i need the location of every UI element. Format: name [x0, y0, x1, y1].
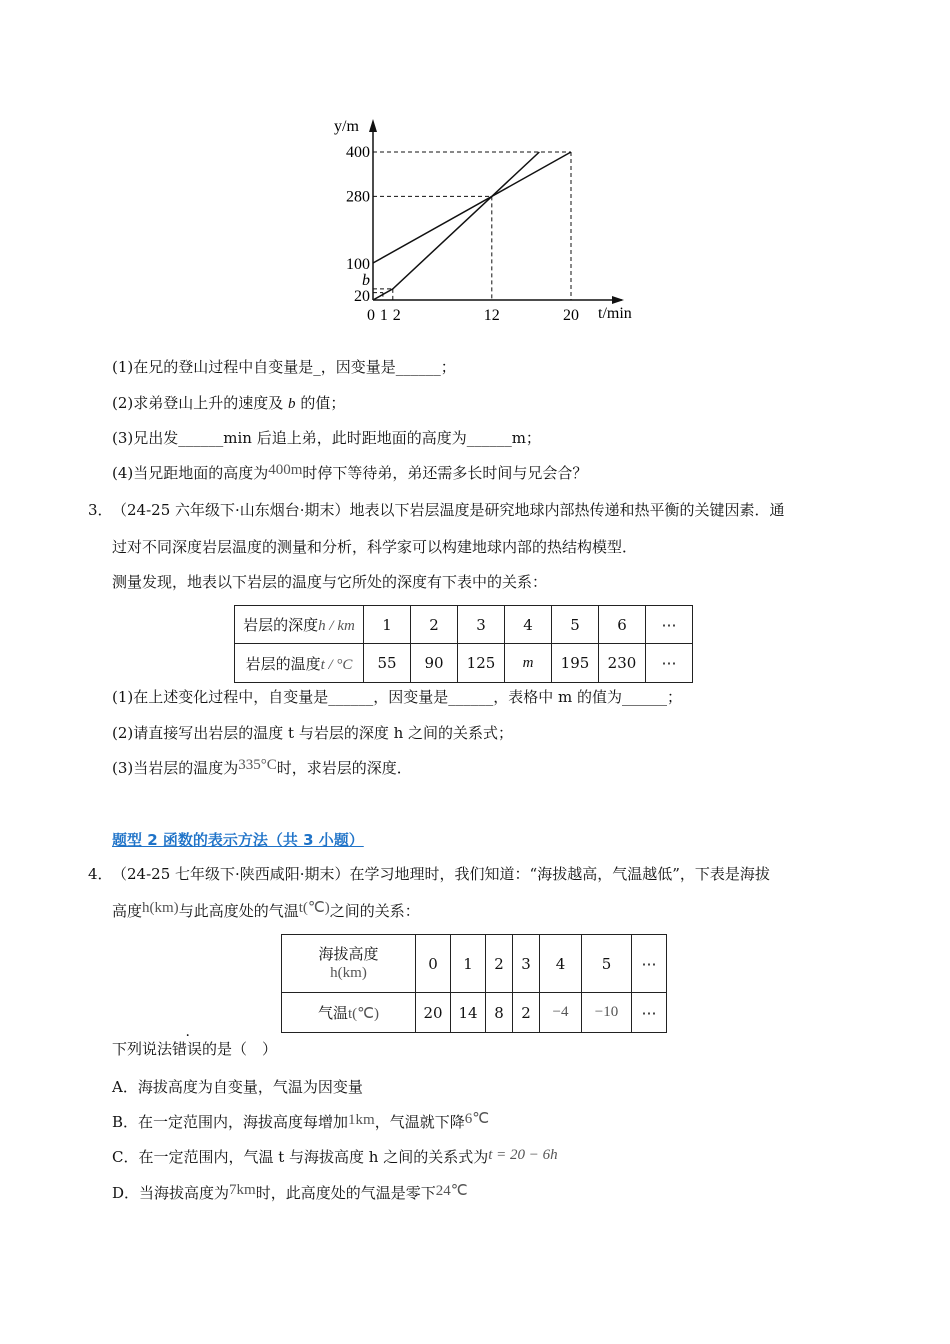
cell: 2: [411, 606, 458, 644]
cell: 195: [552, 644, 599, 683]
cell: ⋯: [632, 993, 667, 1033]
y-tick-label: 20: [354, 288, 370, 305]
text: 之间的关系：: [329, 902, 420, 920]
option-c[interactable]: [112, 1147, 558, 1168]
cell: 5: [552, 606, 599, 644]
text: B．在一定范围内，海拔高度每增加: [112, 1113, 349, 1131]
emphasis-text: 错误: [172, 1040, 203, 1058]
q3-line3: 测量发现，地表以下岩层的温度与它所处的深度有下表中的关系：: [112, 573, 548, 591]
cell: 1: [451, 935, 486, 993]
q2-part3: (3)兄出发______min 后追上弟，此时距地面的高度为______m；: [112, 429, 541, 447]
q3-part1: (1)在上述变化过程中，自变量是______，因变量是______，表格中 m 的值为______；: [112, 688, 683, 706]
table-row: [282, 935, 667, 993]
x-axis-label: t/min: [598, 305, 632, 322]
y-tick-label: 400: [346, 144, 370, 161]
unit: t / °C: [320, 656, 353, 673]
header-text: 海拔高度: [318, 945, 379, 963]
cell: 4: [540, 935, 582, 993]
cell: ⋯: [632, 935, 667, 993]
table-row: [235, 644, 693, 683]
cell: 4: [505, 606, 552, 644]
row-header: [235, 606, 364, 644]
unit: t(℃): [348, 1006, 380, 1022]
q4-line2: [112, 901, 420, 922]
cell: 20: [416, 993, 451, 1033]
math: t = 20 − 6h: [488, 1147, 558, 1163]
cell: 125: [458, 644, 505, 683]
cell: 3: [513, 935, 540, 993]
cell: 8: [486, 993, 513, 1033]
cell: −10: [582, 993, 632, 1033]
line-graph: [0, 0, 950, 340]
x-axis-arrow-icon: [612, 296, 624, 304]
x-tick-label: 2: [392, 307, 401, 324]
q3-number: 3．: [88, 501, 113, 519]
text: 时停下等待弟，弟还需多长时间与兄会合？: [302, 464, 588, 482]
row-header: [282, 993, 416, 1033]
text: (4)当兄距地面的高度为: [112, 464, 269, 482]
q4-table: [281, 934, 667, 1033]
header-text: 气温: [317, 1004, 348, 1022]
cell: 230: [599, 644, 646, 683]
y-axis-arrow-icon: [369, 119, 377, 132]
unit: h(km): [330, 965, 367, 981]
cell: m: [505, 644, 552, 683]
q2-part2: [112, 393, 345, 414]
q4-line1: （24-25 七年级下·陕西咸阳·期末）在学习地理时，我们知道：“海拔越高，气温越低”，下表是海拔: [112, 865, 770, 883]
y-tick-label: 280: [346, 188, 370, 206]
section-heading-link[interactable]: 题型 2 函数的表示方法（共 3 小题）: [112, 831, 364, 849]
cell: 3: [458, 606, 505, 644]
y-axis-label: y/m: [334, 118, 359, 135]
cell: 5: [582, 935, 632, 993]
row-header: [235, 644, 364, 683]
text: 下列说法: [112, 1040, 173, 1058]
text: C．在一定范围内，气温 t 与海拔高度 h 之间的关系式为: [112, 1148, 489, 1166]
q3-part2: (2)请直接写出岩层的温度 t 与岩层的深度 h 之间的关系式；: [112, 724, 514, 742]
math: h(km): [142, 900, 179, 916]
option-d[interactable]: [112, 1183, 468, 1204]
math: 1km: [348, 1112, 375, 1128]
text: 与此高度处的气温: [178, 902, 299, 920]
text: (2)求弟登山上升的速度及: [112, 394, 284, 412]
text: D．当海拔高度为: [112, 1184, 230, 1202]
cell: 0: [416, 935, 451, 993]
math: 24℃: [435, 1183, 468, 1199]
y-tick-label: b: [362, 272, 370, 289]
table-row: [282, 993, 667, 1033]
q4-prompt: [112, 1039, 277, 1059]
text: 的值；: [300, 394, 346, 412]
text: (3)当岩层的温度为: [112, 759, 239, 777]
text: 时，此高度处的气温是零下: [255, 1184, 436, 1202]
series-line-elder: [373, 152, 571, 263]
row-header: [282, 935, 416, 993]
q2-part1: (1)在兄的登山过程中自变量是_，因变量是______；: [112, 358, 456, 376]
q3-table: [234, 605, 693, 683]
cell: 55: [364, 644, 411, 683]
cell: 6: [599, 606, 646, 644]
cell: ⋯: [646, 606, 693, 644]
text: 的是（ ）: [202, 1040, 278, 1058]
q4-number: 4．: [88, 865, 113, 883]
header-text: 岩层的深度: [243, 616, 319, 634]
text: 时，求岩层的深度．: [276, 759, 412, 777]
cell: 14: [451, 993, 486, 1033]
x-tick-label: 0: [367, 307, 375, 324]
cell: ⋯: [646, 644, 693, 683]
y-tick-label: 100: [346, 256, 370, 273]
text: ，气温就下降: [374, 1113, 465, 1131]
q3-line1: （24-25 六年级下·山东烟台·期末）地表以下岩层温度是研究地球内部热传递和热平衡的关键因素．通: [112, 501, 785, 519]
math: 335°C: [238, 757, 277, 773]
q3-line2: 过对不同深度岩层温度的测量和分析，科学家可以构建地球内部的热结构模型．: [112, 538, 638, 556]
q2-part4: [112, 463, 587, 484]
cell: 1: [364, 606, 411, 644]
x-tick-label: 12: [483, 307, 500, 324]
cell: 2: [486, 935, 513, 993]
math: 7km: [229, 1182, 256, 1198]
cell: −4: [540, 993, 582, 1033]
var-b: b: [288, 396, 296, 412]
math: 400m: [268, 462, 303, 478]
unit: h / km: [318, 618, 355, 634]
option-b[interactable]: [112, 1112, 489, 1133]
option-a[interactable]: A．海拔高度为自变量，气温为因变量: [112, 1078, 363, 1096]
header-text: 岩层的温度: [245, 654, 321, 673]
series-line-younger: [373, 152, 539, 300]
math: 6℃: [464, 1111, 490, 1127]
math: t(℃): [298, 900, 330, 916]
cell: 90: [411, 644, 458, 683]
cell: 2: [513, 993, 540, 1033]
q3-part3: [112, 758, 412, 779]
x-tick-label: 20: [563, 307, 579, 324]
table-row: [235, 606, 693, 644]
x-tick-label: 1: [379, 307, 388, 324]
text: 高度: [112, 902, 143, 920]
